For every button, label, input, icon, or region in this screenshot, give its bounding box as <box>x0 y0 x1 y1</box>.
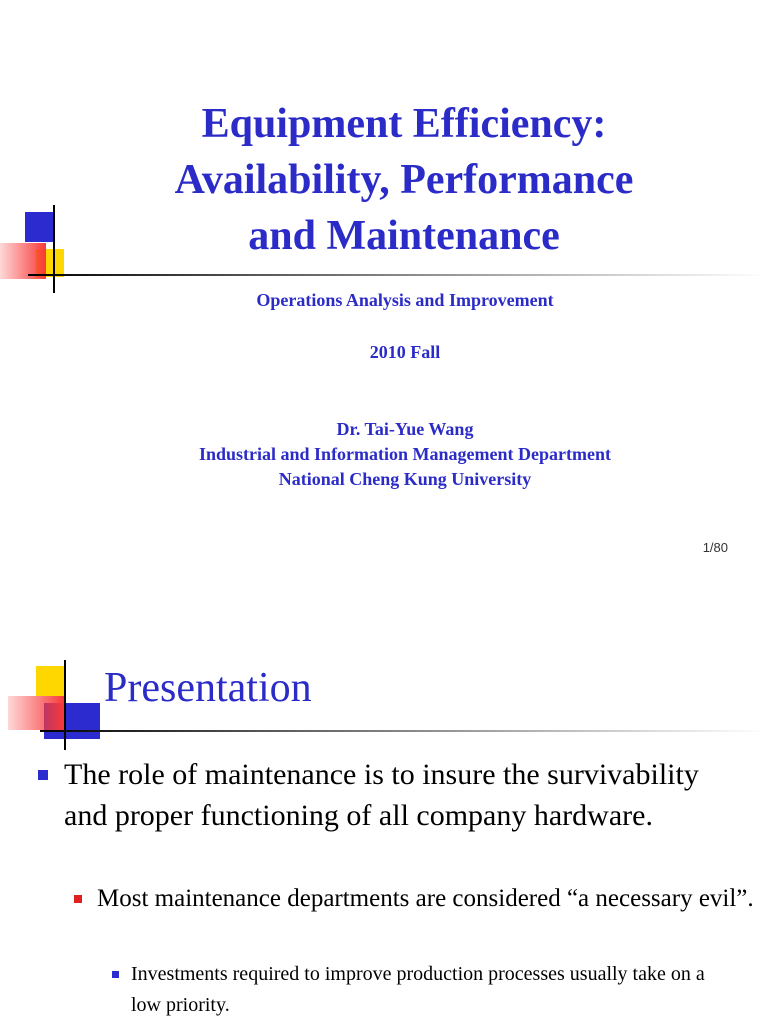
square-bullet-icon <box>38 770 48 780</box>
heading-underline <box>40 730 768 732</box>
department-name: Industrial and Information Management Department <box>199 444 611 464</box>
author-name: Dr. Tai-Yue Wang <box>336 419 474 439</box>
course-name: Operations Analysis and Improvement <box>256 290 554 310</box>
square-bullet-icon <box>74 895 82 903</box>
logo-blue-square <box>25 212 55 242</box>
slide-logo <box>0 658 110 750</box>
slide-logo <box>0 205 100 295</box>
bullet-level-1 <box>38 754 738 836</box>
bullet-text: Investments required to improve production processes usually take on a low priority. <box>131 963 705 1016</box>
title-line-2: Availability, Performance <box>174 157 634 203</box>
square-bullet-icon <box>112 971 119 978</box>
slide-title <box>100 96 708 264</box>
university-name: National Cheng Kung University <box>278 469 532 489</box>
title-line-3: and Maintenance <box>248 213 560 259</box>
logo-yellow-square <box>36 666 66 696</box>
bullet-level-3 <box>112 959 732 1021</box>
bullet-text: Most maintenance departments are considered “a necessary evil”. <box>97 885 754 912</box>
slide-separator <box>0 600 768 610</box>
content-slide <box>0 610 768 1024</box>
title-line-1: Equipment Efficiency: <box>201 101 607 147</box>
title-underline <box>28 274 768 276</box>
term: 2010 Fall <box>369 342 441 362</box>
logo-red-bar <box>8 696 64 730</box>
logo-vertical-line <box>64 660 66 750</box>
logo-vertical-line <box>53 205 55 293</box>
bullet-level-2 <box>74 881 754 917</box>
page-number: 1/80 <box>702 540 728 555</box>
slide-heading: Presentation <box>104 665 312 711</box>
bullet-text: The role of maintenance is to insure the survivability and proper functioning of all company hardware. <box>64 758 699 832</box>
